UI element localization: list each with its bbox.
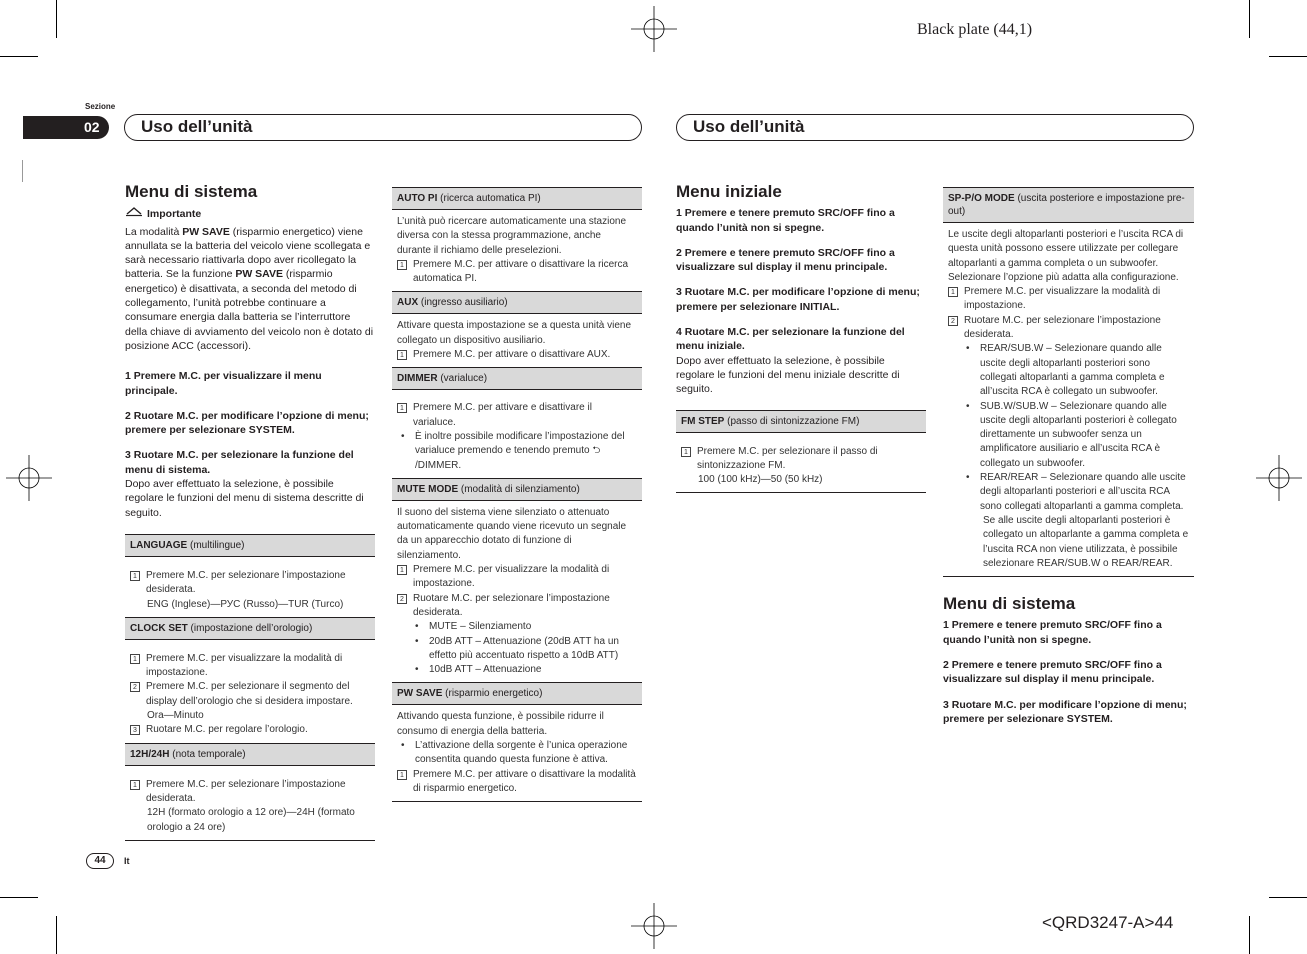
step-1: 1 Premere M.C. per visualizzare il menu principale. [125, 370, 322, 397]
heading-menu-sistema: Menu di sistema [125, 182, 258, 201]
crop-mark [1269, 897, 1307, 898]
section-title-right: Uso dell’unità [676, 114, 1194, 141]
heading-menu-iniziale: Menu iniziale [676, 182, 782, 201]
step-4-body: Dopo aver effettuato la selezione, è possibile regolare le funzioni del menu iniziale descritte di seguito. [676, 354, 900, 396]
crop-mark [1269, 56, 1307, 57]
step-1: 1 Premere e tenere premuto SRC/OFF fino a quando l’unità non si spegne. [676, 207, 895, 234]
section-label: Sezione [85, 102, 116, 111]
setting-pwsave: PW SAVE (risparmio energetico) Attivando questa funzione, è possibile ridurre il consumo di energia della batteria. • L’attivazione della sorgente è l’unica operazione consentita quando questa funzione è attiva. 1 Premere M.C. per attivare o disattivare la modalità di risparmio energetico. [392, 683, 642, 802]
settings-table [125, 534, 375, 841]
setting-autopi: AUTO PI (ricerca automatica PI) L’unità può ricercare automaticamente una stazione diversa con la stessa programmazione, anche durante il richiamo delle preselezioni. 1 Premere M.C. per attivare o disattivare la ricerca automatica PI. [392, 187, 642, 292]
step-3: 3 Ruotare M.C. per selezionare la funzione del menu di sistema. [125, 449, 354, 476]
setting-aux: AUX (ingresso ausiliario) Attivare questa impostazione se a questa unità viene collegato un dispositivo ausiliario. 1 Premere M.C. per attivare o disattivare AUX. [392, 292, 642, 368]
important-icon [125, 206, 143, 221]
step-2: 2 Premere e tenere premuto SRC/OFF fino a visualizzare sul display il menu principale. [676, 246, 895, 274]
step-3: 3 Ruotare M.C. per modificare l’opzione di menu; premere per selezionare INITIAL. [676, 286, 920, 313]
column-3 [676, 182, 926, 493]
document-code: <QRD3247-A>44 [1042, 913, 1174, 932]
crop-mark [1249, 916, 1250, 954]
column-1 [125, 182, 375, 841]
page-number: 44 [86, 853, 114, 869]
section-badge: 02 [23, 116, 109, 139]
setting-language: LANGUAGE (multilingue) 1 Premere M.C. per selezionare l’impostazione desiderata. ENG (Inglese)—РУС (Russo)—TUR (Turco) [125, 534, 375, 618]
language-options: ENG (Inglese)—РУС (Russo)—TUR (Turco) [147, 598, 344, 610]
setting-clock: CLOCK SET (impostazione dell’orologio) 1 Premere M.C. per visualizzare la modalità di impostazione. 2 Premere M.C. per selezionare il segmento del display dell’orologio che si desidera impostare. Ora—Minuto 3 Ruotare M.C. per regolare l’orologio. [125, 618, 375, 744]
section-title-left: Uso dell’unità [124, 114, 642, 141]
important-label: Importante [125, 206, 375, 221]
crop-mark [56, 916, 57, 954]
column-2 [392, 187, 642, 802]
plate-label: Black plate (44,1) [917, 21, 1033, 38]
setting-fmstep: FM STEP (passo di sintonizzazione FM) 1 Premere M.C. per selezionare il passo di sintonizzazione FM. 100 (100 kHz)—50 (50 kHz) [676, 410, 926, 494]
registration-mark-icon [631, 6, 677, 52]
column-4 [943, 187, 1194, 726]
heading-menu-sistema-2: Menu di sistema [943, 594, 1076, 614]
step-2: 2 Ruotare M.C. per modificare l’opzione di menu; premere per selezionare SYSTEM. [125, 409, 369, 437]
language-code: It [124, 856, 130, 866]
step-1: 1 Premere e tenere premuto SRC/OFF fino a quando l’unità non si spegne. [943, 619, 1162, 646]
step-4: 4 Ruotare M.C. per selezionare la funzione del menu iniziale. [676, 326, 905, 353]
setting-dimmer: DIMMER (varialuce) 1 Premere M.C. per attivare e disattivare il varialuce. • È inoltre possibile modificare l’impostazione del varialuce premendo e tenendo premuto ⮌ /DIMMER. [392, 368, 642, 478]
step-3-body: Dopo aver effettuato la selezione, è possibile regolare le funzioni del menu di sistema descritte di seguito. [125, 478, 364, 519]
margin-bar [22, 160, 23, 182]
crop-mark [0, 56, 38, 57]
setting-12h24h: 12H/24H (nota temporale) 1 Premere M.C. per selezionare l’impostazione desiderata. 12H (formato orologio a 12 ore)—24H (formato orologio a 24 ore) [125, 744, 375, 841]
crop-mark [56, 0, 57, 38]
setting-spmode: SP-P/O MODE (uscita posteriore e impostazione pre-out) Le uscite degli altoparlanti posteriori e l’uscita RCA di questa unità possono essere utilizzate per collegare altoparlanti a gamma completa o un subwoofer. Selezionare l’opzione più adatta alla configurazione. 1 Premere M.C. per visualizzare la modalità di impostazione. 2 Ruotare M.C. per selezionare l’impostazione desiderata. • REAR/SUB.W – Selezionare quando alle uscite degli altoparlanti posteriori sono collegati altoparlanti a gamma completa e all’uscita RCA è collegato un subwoofer. • SUB.W/SUB.W – Selezionare quando alle uscite degli altoparlanti posteriori è collegato direttamente un subwoofer senza un amplificatore ausiliario e all’uscita RCA è collegato un subwoofer. • REAR/REAR – Selezionare quando alle uscite degli altoparlanti posteriori e all’uscita RCA sono collegati altoparlanti a gamma completa. Se alle uscite degli altoparlanti posteriori è collegato un altoparlante a gamma completa e l’uscita RCA non viene utilizzata, è possibile selezionare REAR/SUB.W o REAR/REAR. [943, 187, 1194, 577]
step-2: 2 Premere e tenere premuto SRC/OFF fino a visualizzare sul display il menu principale. [943, 659, 1162, 686]
registration-mark-icon [6, 455, 52, 501]
registration-mark-icon [1256, 455, 1302, 501]
crop-mark [1249, 0, 1250, 38]
registration-mark-icon [631, 903, 677, 949]
setting-mute: MUTE MODE (modalità di silenziamento) Il suono del sistema viene silenziato o attenuato automaticamente quando viene ricevuto un segnale da un apparecchio dotato di funzione di silenziamento. 1 Premere M.C. per visualizzare la modalità di impostazione. 2 Ruotare M.C. per selezionare l’impostazione desiderata. • MUTE – Silenziamento • 20dB ATT – Attenuazione (20dB ATT ha un effetto più accentuato rispetto a 10dB ATT) • 10dB ATT – Attenuazione [392, 479, 642, 684]
crop-mark [0, 897, 38, 898]
step-3: 3 Ruotare M.C. per modificare l’opzione di menu; premere per selezionare SYSTEM. [943, 698, 1187, 725]
important-text: La modalità PW SAVE (risparmio energetico) viene annullata se la batteria del veicolo viene scollegata e sarà necessario riattivarla dopo aver ricollegato la batteria. Se la funzione PW SAVE (risparmio energetico) è disattivata, a seconda del metodo di collegamento, l’unità potrebbe continuare a consumare energia dalla batteria se l’interruttore della chiave di avviamento del veicolo non è dotato di posizione ACC (accessori). [125, 225, 374, 352]
